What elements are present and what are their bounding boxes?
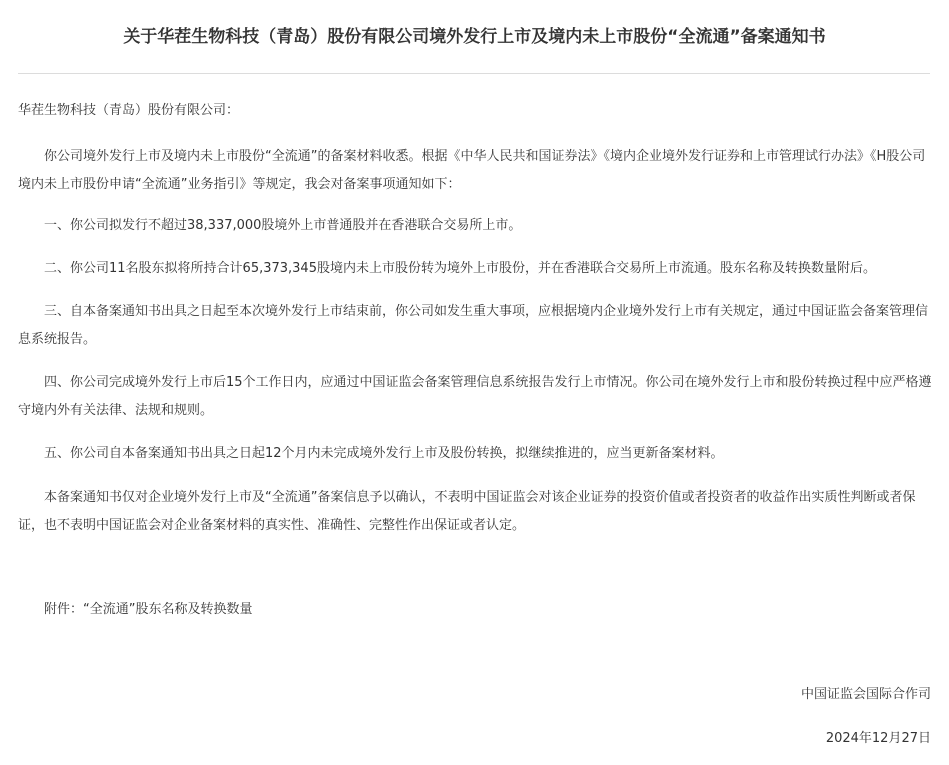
item-two-paragraph: 二、你公司11名股东拟将所持合计65,373,345股境内未上市股份转为境外上市股份，并在香港联合交易所上市流通。股东名称及转换数量附后。 xyxy=(44,261,876,276)
disclaimer-paragraph: 本备案通知书仅对企业境外发行上市及“全流通”备案信息予以确认，不表明中国证监会对该企业证券的投资价值或者投资者的收益作出实质性判断或者保证，也不表明中国证监会对企业备案材料的真实性、准确性、完整性作出保证或者认定。 xyxy=(18,490,916,533)
item-one-paragraph: 一、你公司拟发行不超过38,337,000股境外上市普通股并在香港联合交易所上市。 xyxy=(44,218,522,233)
issuer-signature: 中国证监会国际合作司 xyxy=(800,687,931,702)
intro-paragraph: 你公司境外发行上市及境内未上市股份“全流通”的备案材料收悉。根据《中华人民共和国证券法》《境内企业境外发行证券和上市管理试行办法》《H股公司境内未上市股份申请“全流通”业务指引》等规定，我会对备案事项通知如下： xyxy=(18,149,926,192)
item-three-paragraph: 三、自本备案通知书出具之日起至本次境外发行上市结束前，你公司如发生重大事项，应根据境内企业境外发行上市有关规定，通过中国证监会备案管理信息系统报告。 xyxy=(18,304,929,347)
item-four-paragraph: 四、你公司完成境外发行上市后15个工作日内，应通过中国证监会备案管理信息系统报告发行上市情况。你公司在境外发行上市和股份转换过程中应严格遵守境内外有关法律、法规和规则。 xyxy=(18,375,932,418)
item-five-paragraph: 五、你公司自本备案通知书出具之日起12个月内未完成境外发行上市及股份转换，拟继续推进的，应当更新备案材料。 xyxy=(44,446,724,461)
salutation: 华茬生物科技（青岛）股份有限公司： xyxy=(18,103,240,118)
attachment-note: 附件：“全流通”股东名称及转换数量 xyxy=(44,602,253,617)
document-title: 关于华茬生物科技（青岛）股份有限公司境外发行上市及境内未上市股份“全流通”备案通知书 xyxy=(123,27,826,47)
title-divider xyxy=(18,73,930,74)
issue-date: 2024年12月27日 xyxy=(825,731,931,746)
